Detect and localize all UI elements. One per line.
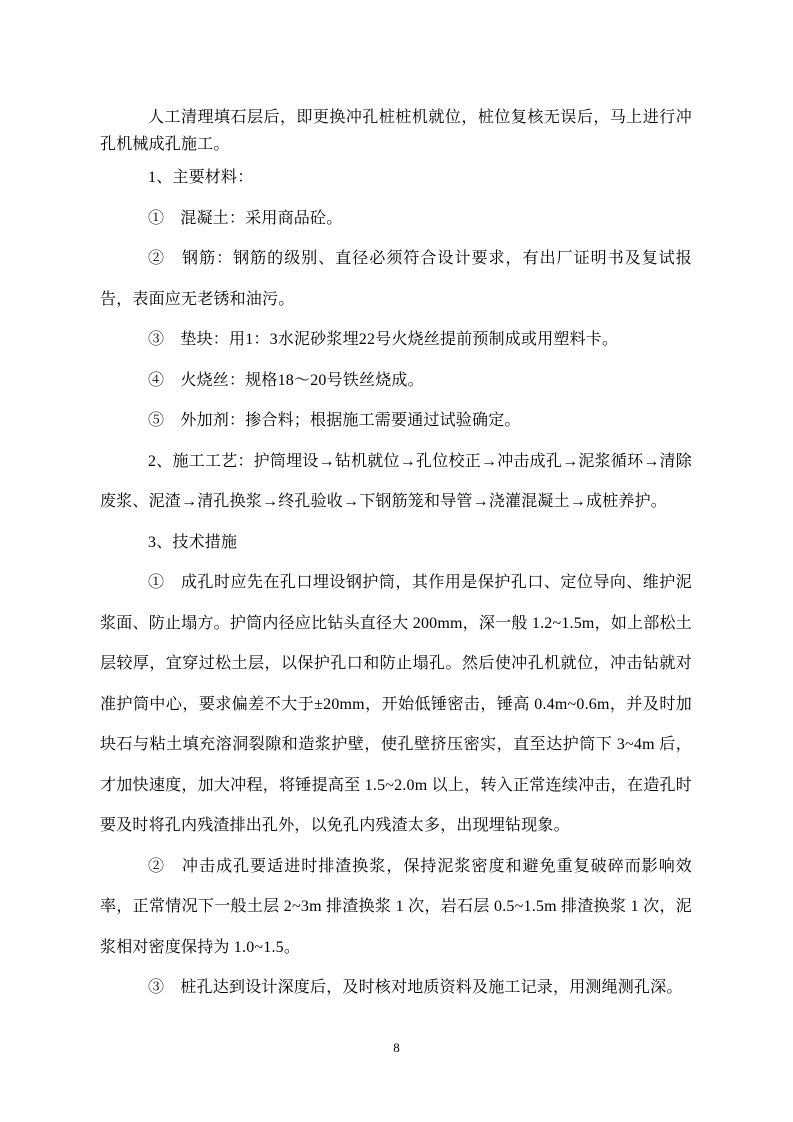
page-number: 8 (393, 1040, 400, 1055)
document-body (100, 104, 692, 1009)
list-item-concrete: ① 混凝土：采用商品砼。 (148, 209, 343, 227)
list-item-annealed-wire: ④ 火烧丝：规格18～20号铁丝烧成。 (148, 371, 424, 389)
measure-item-hole-forming: ① 成孔时应先在孔口埋设钢护筒，其作用是保护孔口、定位导向、维护泥浆面、防止塌方。护筒内径应比钻头直径大 200mm，深一般 1.2~1.5m，如上部松土层较厚，宜穿过松土层，以保护孔口和防止塌孔。然后使冲孔机就位，冲击钻就对准护筒中心，要求偏差不大于±20mm，开始低锤密击，锤高 0.4m~0.6m，并及时加块石与粘土填充溶洞裂隙和造浆护壁，使孔壁挤压密实，直至达护筒下 3~4m 后，才加快速度，加大冲程，将锤提高至 1.5~2.0m 以上，转入正常连续冲击，在造孔时要及时将孔内残渣排出孔外，以免孔内残渣太多，出现埋钻现象。 (100, 574, 692, 834)
list-item-spacer-block: ③ 垫块：用1：3水泥砂浆埋22号火烧丝提前预制成或用塑料卡。 (148, 331, 619, 348)
list-item-rebar: ② 钢筋：钢筋的级别、直径必须符合设计要求，有出厂证明书及复试报告，表面应无老锈和油污。 (100, 250, 692, 308)
heading-technical-measures: 3、技术措施 (148, 533, 238, 551)
heading-main-materials: 1、主要材料： (148, 169, 254, 186)
paragraph-construction-process: 2、施工工艺：护筒埋设→钻机就位→孔位校正→冲击成孔→泥浆循环→清除废浆、泥渣→清孔换浆→终孔验收→下钢筋笼和导管→浇灌混凝土→成桩养护。 (100, 452, 692, 510)
measure-item-slurry-replacement: ② 冲击成孔要适进时排渣换浆，保持泥浆密度和避免重复破碎而影响效率，正常情况下一般土层 2~3m 排渣换浆 1 次，岩石层 0.5~1.5m 排渣换浆 1 次，泥浆相对密度保持为 1.0~1.5。 (100, 857, 692, 956)
list-item-admixture: ⑤ 外加剂：掺合料；根据施工需要通过试验确定。 (148, 412, 521, 429)
paragraph-intro: 人工清理填石层后，即更换冲孔桩桩机就位，桩位复核无误后，马上进行冲孔机械成孔施工。 (100, 109, 692, 153)
measure-item-depth-check: ③ 桩孔达到设计深度后，及时核对地质资料及施工记录，用测绳测孔深。 (148, 979, 683, 996)
page-footer (0, 1040, 793, 1056)
